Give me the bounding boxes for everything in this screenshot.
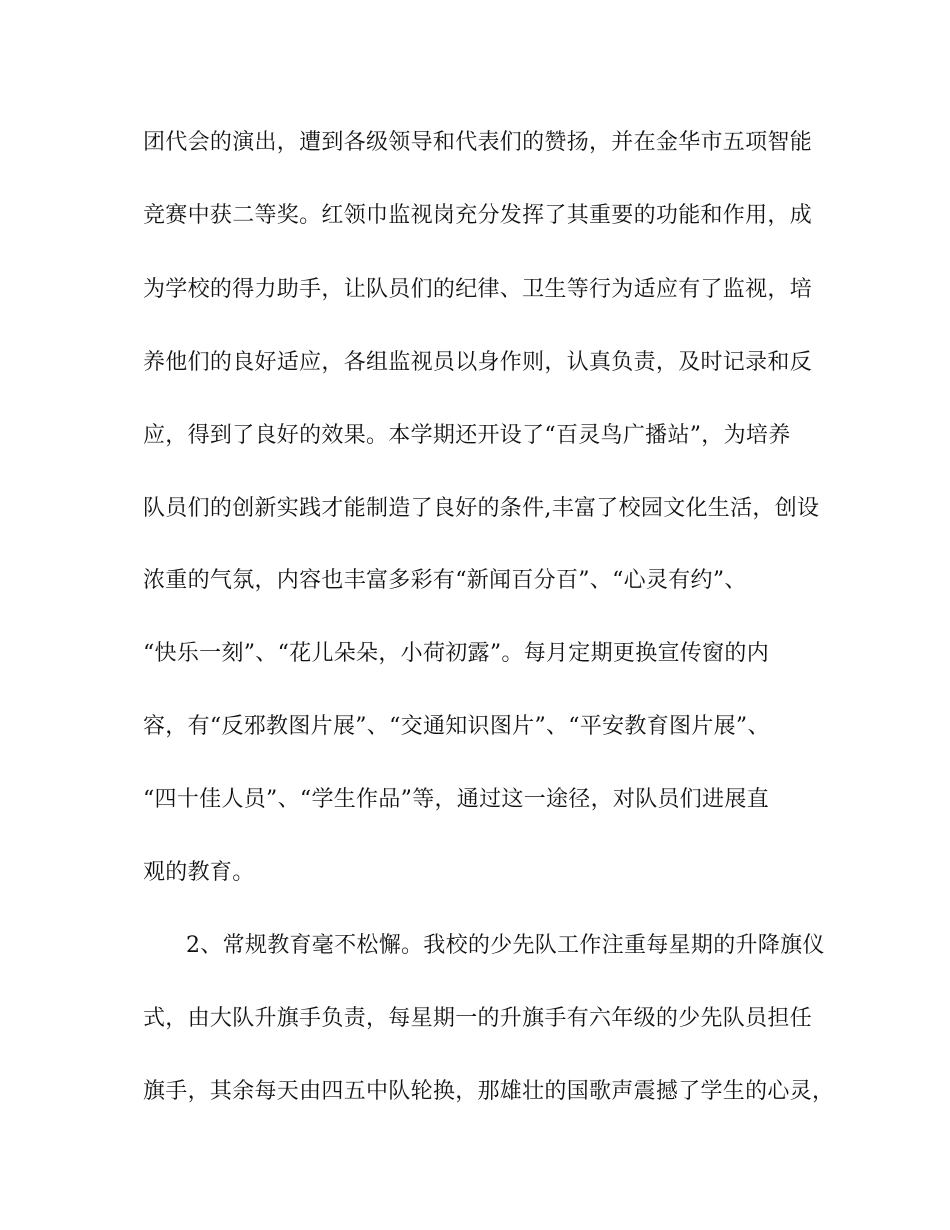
text-line: 竞赛中获二等奖。红领巾监视岗充分发挥了其重要的功能和作用，成 <box>143 203 813 228</box>
text-line: 养他们的良好适应，各组监视员以身作则，认真负责，及时记录和反 <box>143 350 813 375</box>
text-line: 为学校的得力助手，让队员们的纪律、卫生等行为适应有了监视，培 <box>143 277 813 302</box>
text-line: 浓重的气氛，内容也丰富多彩有“新闻百分百”、“心灵有约”、 <box>143 568 747 593</box>
text-line: 队员们的创新实践才能制造了良好的条件,丰富了校园文化生活，创设 <box>143 496 820 521</box>
text-line: “快乐一刻”、“花儿朵朵，小荷初露”。每月定期更换宣传窗的内 <box>143 641 769 666</box>
text-line: 式，由大队升旗手负责，每星期一的升旗手有六年级的少先队员担任 <box>143 1006 813 1031</box>
text-line: “四十佳人员”、“学生作品”等，通过这一途径，对队员们进展直 <box>143 787 769 812</box>
paragraph-first-line: 2、常规教育毫不松懈。我校的少先队工作注重每星期的升降旗仪 <box>186 933 825 958</box>
text-line: 应，得到了良好的效果。本学期还开设了“百灵鸟广播站”，为培养 <box>143 423 791 448</box>
text-line: 团代会的演出，遭到各级领导和代表们的赞扬，并在金华市五项智能 <box>143 130 813 155</box>
text-line: 观的教育。 <box>143 860 255 885</box>
text-line: 旗手，其余每天由四五中队轮换，那雄壮的国歌声震撼了学生的心灵， <box>143 1079 835 1104</box>
text-line: 容，有“反邪教图片展”、“交通知识图片”、“平安教育图片展”、 <box>143 714 770 739</box>
